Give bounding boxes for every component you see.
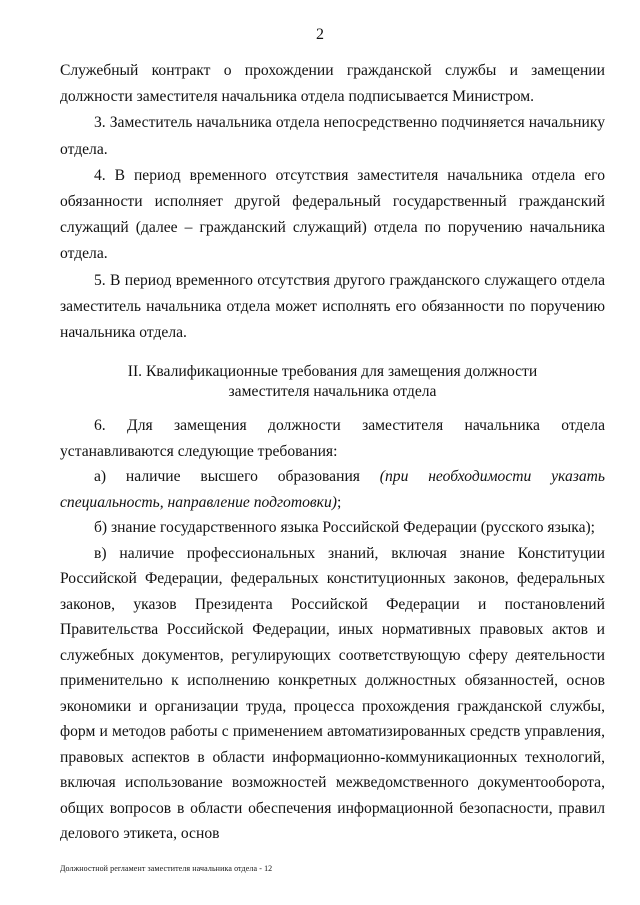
requirement-item-v: в) наличие профессиональных знаний, включая знание Конституции Российской Федерации, федеральных конституционных законов, федеральных законов, указов Президента Российской Федерации и постановлений Правительства Российской Федерации, иных нормативных правовых актов и служебных документов, регулирующих соответствующую сферу деятельности применительно к исполнению конкретных должностных обязанностей, основ экономики и организации труда, процесса прохождения гражданской службы, форм и методов работы с применением автоматизированных средств управления, правовых аспектов в области информационно-коммуникационных технологий, включая использование возможностей межведомственного документооборота, общих вопросов в области обеспечения информационной безопасности, правил делового этикета, основ	[60, 544, 605, 842]
paragraph-3: 3. Заместитель начальника отдела непосредственно подчиняется начальнику отдела.	[60, 114, 605, 158]
paragraph-4: 4. В период временного отсутствия заместителя начальника отдела его обязанности исполняет другой федеральный государственный гражданский служащий (далее – гражданский служащий) отдела по поручению начальника отдела.	[60, 166, 605, 263]
section-heading-line-1: II. Квалификационные требования для замещения должности	[127, 363, 538, 380]
requirement-item-a-note: (при необходимости указать специальность, направление подготовки)	[60, 468, 605, 511]
requirement-item-b: б) знание государственного языка Российской Федерации (русского языка);	[94, 519, 596, 536]
intro-paragraph: Служебный контракт о прохождении гражданской службы и замещении должности заместителя начальника отдела подписывается Министром.	[60, 62, 605, 106]
requirement-item-a-text: а) наличие высшего образования	[94, 468, 380, 485]
section-heading	[60, 362, 605, 402]
page-footer: Должностной регламент заместителя начальника отдела - 12	[60, 864, 273, 873]
requirement-item-a-end: ;	[336, 493, 342, 511]
paragraph-6: 6. Для замещения должности заместителя начальника отдела устанавливаются следующие требования:	[60, 417, 605, 460]
paragraph-5: 5. В период временного отсутствия другого гражданского служащего отдела заместитель начальника отдела может исполнять его обязанности по поручению начальника отдела.	[60, 271, 605, 342]
requirement-item-a	[60, 464, 605, 515]
document-body-section-1	[60, 58, 605, 346]
document-body-section-2	[60, 413, 605, 847]
page-number: 2	[316, 26, 324, 43]
section-heading-line-2: заместителя начальника отдела	[228, 383, 437, 400]
